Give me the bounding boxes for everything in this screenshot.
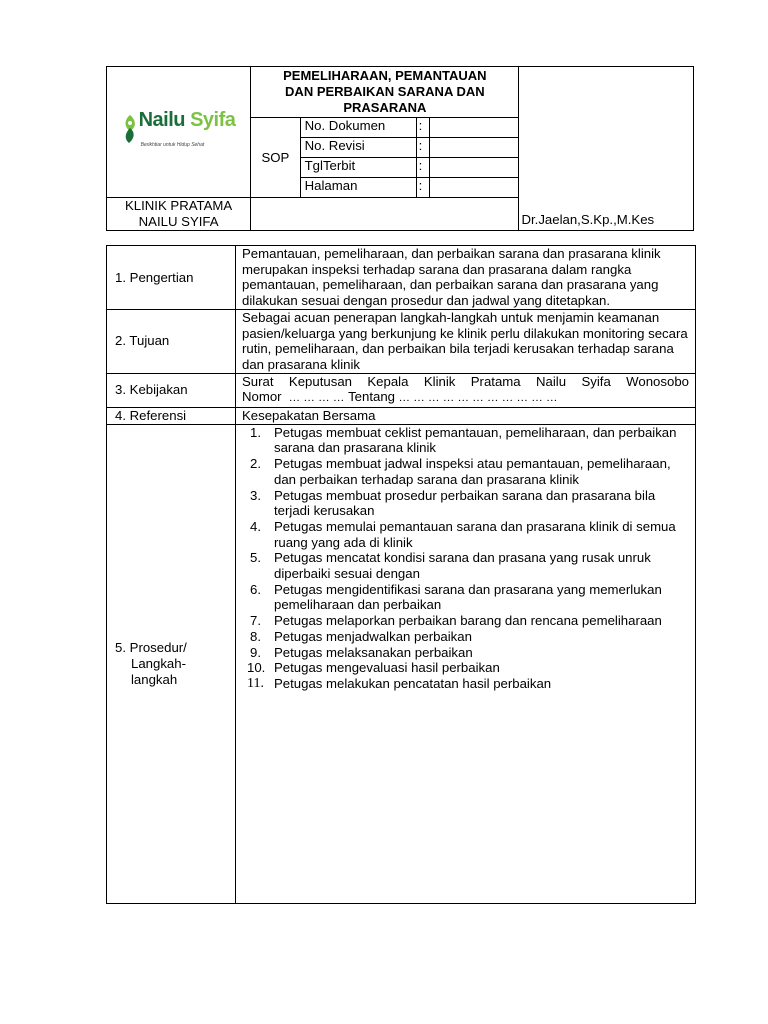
meta-colon: :: [416, 158, 429, 178]
procedure-list: [242, 425, 687, 692]
procedure-step: 4. Petugas memulai pemantauan sarana dan prasarana klinik di semua ruang yang ada di klinik: [250, 518, 676, 550]
meta-label-no-revisi: No. Revisi: [300, 138, 416, 158]
meta-value-no-dokumen: [429, 118, 519, 138]
content-referensi: Kesepakatan Bersama: [236, 408, 696, 425]
logo-wordmark: Nailu Syifa: [138, 109, 236, 131]
logo-cell: [107, 67, 251, 198]
meta-colon: :: [416, 118, 429, 138]
blank-cell: [251, 198, 519, 231]
content-tujuan: Sebagai acuan penerapan langkah-langkah untuk menjamin keamanan pasien/keluarga yang berkunjung ke klinik perlu dilakukan monitoring secara rutin, pemeliharaan, dan perbaikan bila terjadi kerusakan terhadap sarana dan prasarana klinik: [236, 309, 696, 373]
prosedur-label-line: Langkah-: [131, 655, 186, 671]
procedure-step: 8. Petugas menjadwalkan perbaikan: [250, 628, 472, 644]
sop-body-table: [106, 245, 696, 904]
row-referensi: [107, 408, 696, 425]
clinic-name-line: KLINIK PRATAMA: [124, 198, 233, 213]
meta-colon: :: [416, 138, 429, 158]
procedure-step: 7. Petugas melaporkan perbaikan barang dan rencana pemeliharaan: [250, 613, 662, 629]
leaf-icon: [121, 114, 139, 144]
procedure-step: 10. Petugas mengevaluasi hasil perbaikan: [247, 660, 500, 676]
procedure-step: 1. Petugas membuat ceklist pemantauan, pemeliharaan, dan perbaikan sarana dan prasarana klinik: [250, 424, 677, 456]
content-pengertian: Pemantauan, pemeliharaan, dan perbaikan sarana dan prasarana klinik merupakan inspeksi terhadap sarana dan prasarana dalam rangka pemantauan, pemeliharaan, dan perbaikan sarana dan prasarana yang dilakukan sesuai dengan prosedur dan jadwal yang ditetapkan.: [236, 246, 696, 310]
document-title: [251, 67, 519, 118]
row-kebijakan: [107, 373, 696, 407]
meta-label-tgl-terbit: TglTerbit: [300, 158, 416, 178]
clinic-name-line: NAILU SYIFA: [138, 214, 219, 229]
procedure-step: 11. Petugas melakukan pencatatan hasil perbaikan: [247, 675, 552, 691]
tentang-dots: … … … … … … … … … … …: [398, 392, 558, 405]
signatory-cell: [519, 67, 694, 231]
kebijakan-line-2: [242, 389, 689, 407]
title-line: PEMELIHARAAN, PEMANTAUAN: [283, 68, 487, 83]
sop-header-table: [106, 66, 694, 231]
clinic-name-cell: [107, 198, 251, 231]
procedure-step: 3. Petugas membuat prosedur perbaikan sarana dan prasarana bila terjadi kerusakan: [250, 487, 656, 519]
logo-tagline: Berikhtiar untuk Hidup Sehat: [140, 142, 205, 148]
procedure-step: 2. Petugas membuat jadwal inspeksi atau pemantauan, pemeliharaan, dan perbaikan terhadap sarana dan prasarana klinik: [250, 456, 671, 487]
label-referensi: 4. Referensi: [107, 408, 236, 425]
prosedur-label-line: 5. Prosedur/: [115, 640, 187, 656]
nomor-dots: … … … …: [288, 392, 345, 405]
row-tujuan: [107, 309, 696, 373]
meta-label-halaman: Halaman: [300, 178, 416, 198]
label-prosedur: [107, 424, 236, 903]
procedure-step: 5. Petugas mencatat kondisi sarana dan prasana yang rusak unruk diperbaiki sesuai dengan: [250, 550, 651, 582]
meta-value-halaman: [429, 178, 519, 198]
label-kebijakan: 3. Kebijakan: [107, 373, 236, 407]
meta-colon: :: [416, 178, 429, 198]
signatory-name: Dr.Jaelan,S.Kp.,M.Kes: [521, 212, 655, 227]
meta-value-no-revisi: [429, 138, 519, 158]
tentang-label: Tentang: [348, 389, 396, 405]
kebijakan-line-1: Surat Keputusan Kepala Klinik Pratama Nailu Syifa Wonosobo: [242, 373, 689, 389]
procedure-step: 6. Petugas mengidentifikasi sarana dan prasarana yang memerlukan pemeliharaan dan perbaikan: [250, 581, 662, 613]
procedure-step: 9. Petugas melaksanakan perbaikan: [250, 644, 473, 660]
title-line: PRASARANA: [343, 100, 427, 115]
label-tujuan: 2. Tujuan: [107, 309, 236, 373]
meta-value-tgl-terbit: [429, 158, 519, 178]
content-prosedur: [236, 424, 696, 903]
row-pengertian: [107, 246, 696, 310]
clinic-logo: [117, 110, 241, 150]
row-prosedur: [107, 424, 696, 903]
content-kebijakan: [236, 373, 696, 407]
prosedur-label-line: langkah: [131, 671, 178, 687]
label-pengertian: 1. Pengertian: [107, 246, 236, 310]
title-line: DAN PERBAIKAN SARANA DAN: [285, 84, 485, 99]
nomor-label: Nomor: [242, 389, 282, 405]
sop-label: SOP: [251, 118, 300, 198]
meta-label-no-dokumen: No. Dokumen: [300, 118, 416, 138]
